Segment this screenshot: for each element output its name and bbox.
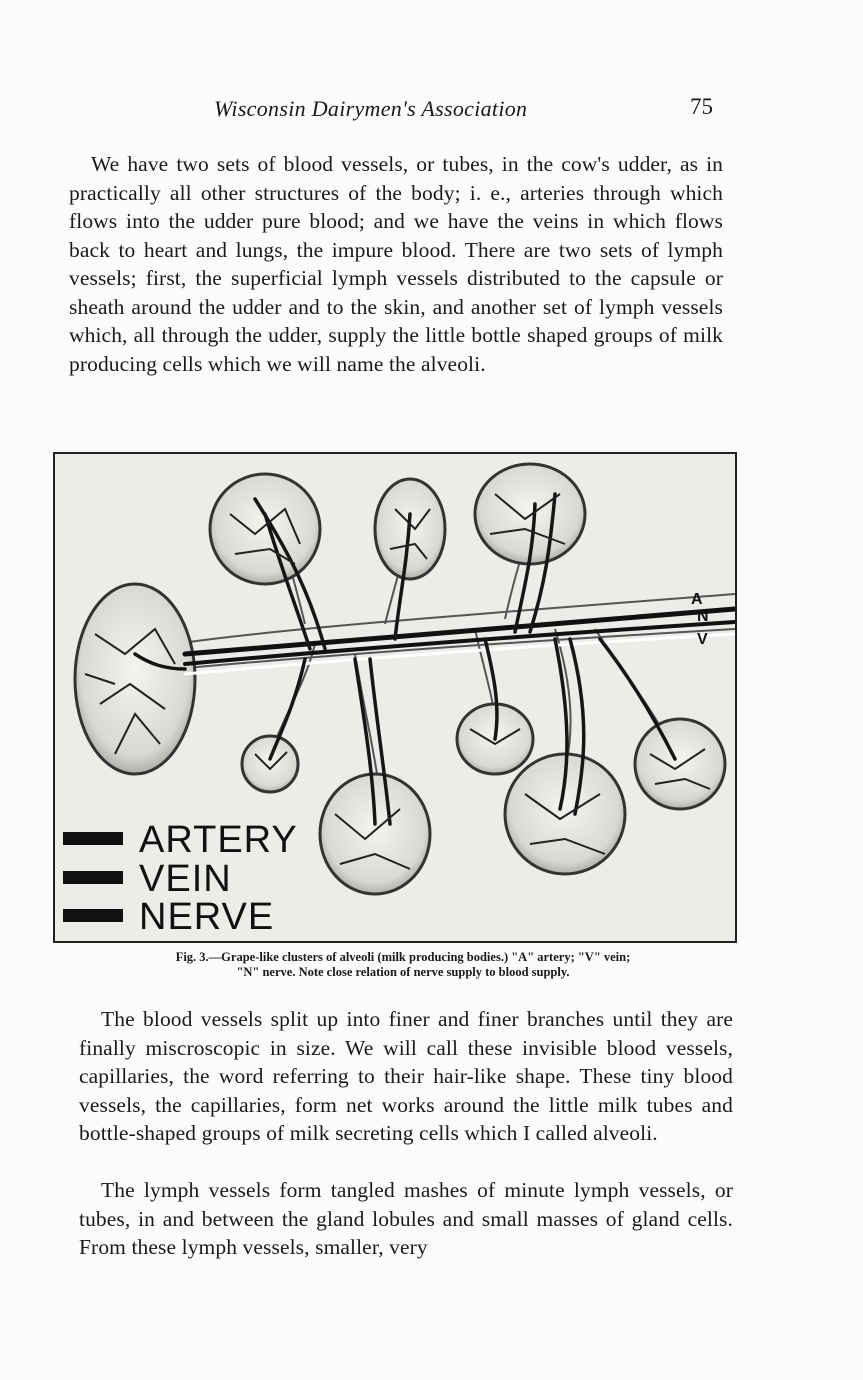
paragraph-text: The blood vessels split up into finer and finer branches until they are finally miscroscopic in size. We will call these invisible blood vessels, capillaries, the word referring to their hair-like shape. These tiny blood vessels, the capillaries, form net works around the little milk tubes and bottle-shaped groups of milk secreting cells which I called alveoli. <box>79 1007 733 1145</box>
legend-label-nerve: NERVE <box>139 896 275 938</box>
legend-swatch-artery <box>63 832 123 845</box>
caption-line-1: Fig. 3.—Grape-like clusters of alveoli (milk producing bodies.) "A" artery; "V" vein; <box>175 950 631 964</box>
alveolus-cluster <box>242 736 298 792</box>
caption-line-2: "N" nerve. Note close relation of nerve supply to blood supply. <box>236 965 570 979</box>
alveoli-drawing <box>55 454 735 941</box>
paragraph-capillaries <box>79 1005 733 1148</box>
figure-caption <box>78 950 728 980</box>
vessel-label-v: V <box>697 631 708 648</box>
alveolus-cluster <box>320 774 430 894</box>
figure-legend <box>63 819 298 938</box>
legend-swatch-vein <box>63 871 123 884</box>
figure-alveoli-illustration <box>53 452 737 943</box>
paragraph-lymph-vessels <box>79 1176 733 1262</box>
legend-label-vein: VEIN <box>139 858 232 900</box>
paragraph-blood-vessels <box>69 150 723 378</box>
running-title: Wisconsin Dairymen's Association <box>214 96 528 121</box>
vessel-labels <box>691 591 709 648</box>
alveolus-cluster <box>635 719 725 809</box>
vessel-label-n: N <box>697 608 709 625</box>
legend-swatch-nerve <box>63 909 123 922</box>
vessel-bundle <box>185 609 735 674</box>
page-number: 75 <box>690 94 713 119</box>
legend-label-artery: ARTERY <box>139 819 298 861</box>
alveolus-cluster <box>75 584 195 774</box>
vessel-label-a: A <box>691 591 703 608</box>
paragraph-text: We have two sets of blood vessels, or tubes, in the cow's udder, as in practically all other structures of the body; i. e., arteries through which flows into the udder pure blood; and we have the veins in which flows back to heart and lungs, the impure blood. There are two sets of lymph vessels; first, the superficial lymph vessels distributed to the capsule or sheath around the udder and to the skin, and another set of lymph vessels which, all through the udder, supply the little bottle shaped groups of milk producing cells which we will name the alveoli. <box>69 152 723 376</box>
alveolus-cluster <box>210 474 320 584</box>
paragraph-text: The lymph vessels form tangled mashes of minute lymph vessels, or tubes, in and between the gland lobules and small masses of gland cells. From these lymph vessels, smaller, very <box>79 1178 733 1259</box>
